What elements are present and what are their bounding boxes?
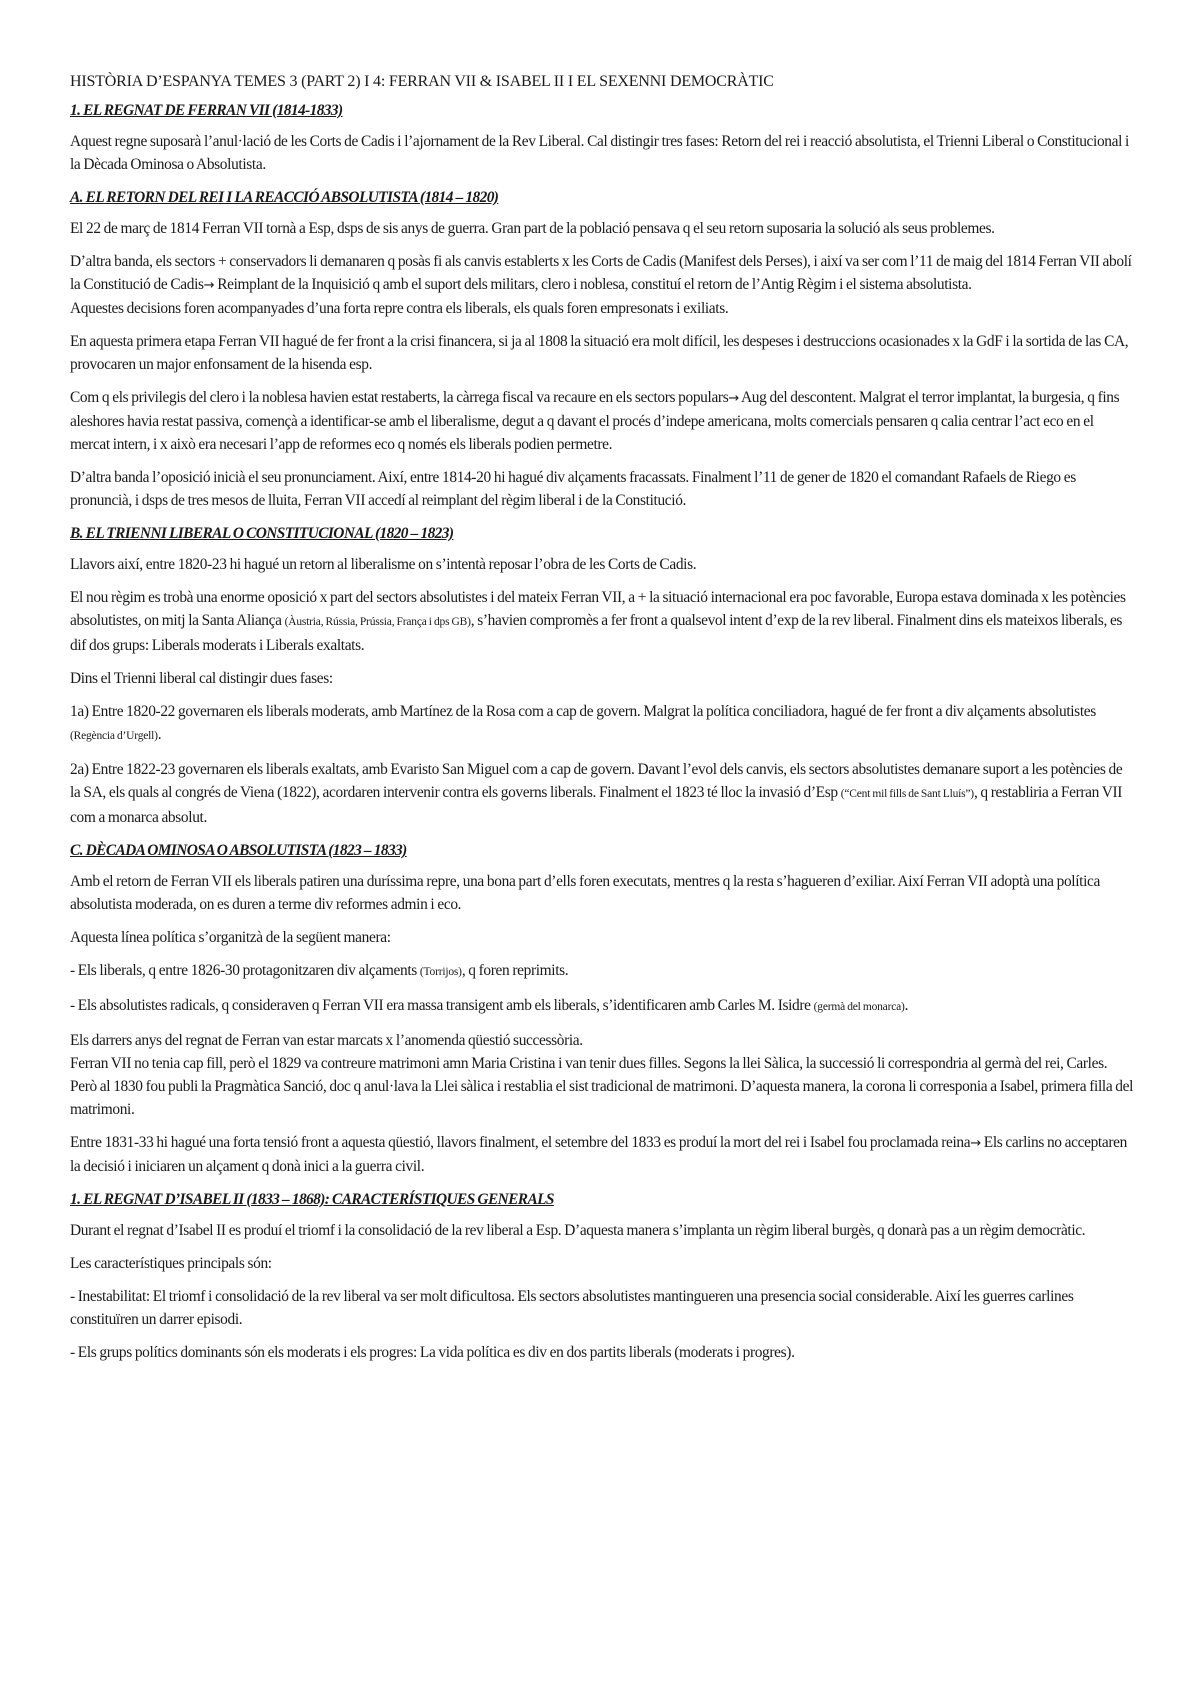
text-run: - Els liberals, q entre 1826-30 protagonitzaren div alçaments xyxy=(70,962,420,979)
text-run: D’altra banda, els sectors + conservadors li demanaren q posàs fi als canvis establerts x les Corts de Cadis (Manifest dels Perses), i així va ser com l’11 de maig del 1814 Ferran VII abolí la Constitució de Cadis xyxy=(70,253,1132,293)
small-note: (Àustria, Rússia, Prússia, França i dps GB) xyxy=(284,616,471,628)
paragraph: Les característiques principals són: xyxy=(70,1255,272,1272)
paragraph: Durant el regnat d’Isabel II es produí el triomf i la consolidació de la rev liberal a Esp. D’aquesta manera s’implanta un règim liberal burgès, q donarà pas a un règim democràtic. xyxy=(70,1222,1086,1239)
arrow-icon: → xyxy=(203,278,215,293)
section-heading-retorn: A. EL RETORN DEL REI I LA REACCIÓ ABSOLUTISTA (1814 – 1820) xyxy=(70,189,499,206)
paragraph: El 22 de març de 1814 Ferran VII tornà a Esp, dsps de sis anys de guerra. Gran part de la població pensava q el seu retorn suposaria la solució als seus problemes. xyxy=(70,220,995,237)
paragraph xyxy=(70,386,1134,456)
paragraph xyxy=(70,250,1134,297)
arrow-icon: → xyxy=(970,1136,981,1151)
text-run: 1a) Entre 1820-22 governaren els liberals moderats, amb Martínez de la Rosa com a cap de govern. Malgrat la política conciliadora, hagué de fer front a div alçaments absolutistes xyxy=(70,703,1096,720)
small-note: (Torrijos) xyxy=(419,966,462,978)
paragraph: D’altra banda l’oposició inicià el seu pronunciament. Així, entre 1814-20 hi hagué div alçaments fracassats. Finalment l’11 de gener de 1820 el comandant Rafaels de Riego es pronuncià, i dsps de tres mesos de lluita, Ferran VII accedí al reimplant del règim liberal i de la Constitució. xyxy=(70,469,1076,509)
section-heading-trienni: B. EL TRIENNI LIBERAL O CONSTITUCIONAL (1820 – 1823) xyxy=(70,525,454,542)
paragraph: Aquest regne suposarà l’anul·lació de les Corts de Cadis i l’ajornament de la Rev Liberal. Cal distingir tres fases: Retorn del rei i reacció absolutista, el Trienni Liberal o Constitucional i la Dècada Ominosa o Absolutista. xyxy=(70,133,1129,173)
section-heading-isabel: 1. EL REGNAT D’ISABEL II (1833 – 1868): CARACTERÍSTIQUES GENERALS xyxy=(70,1191,554,1208)
text-run: Reimplant de la Inquisició q amb el suport dels militars, clero i noblesa, constituí el retorn de l’Antig Règim i el sistema absolutista. xyxy=(214,276,972,293)
text-run: Entre 1831-33 hi hagué una forta tensió front a aquesta qüestió, llavors finalment, el setembre del 1833 es produí la mort del rei i Isabel fou proclamada reina xyxy=(70,1134,971,1151)
paragraph: Aquestes decisions foren acompanyades d’una forta repre contra els liberals, els quals foren empresonats i exiliats. xyxy=(70,300,729,317)
paragraph: Dins el Trienni liberal cal distingir dues fases: xyxy=(70,670,333,687)
paragraph: Ferran VII no tenia cap fill, però el 1829 va contreure matrimoni amn Maria Cristina i van tenir dues filles. Segons la llei Sàlica, la successió li correspondria al germà del rei, Carles. Però al 1830 fou publi la Pragmàtica Sanció, doc q anul·lava la Llei sàlica i restablia el sist tradicional de matrimoni. D’aquesta manera, la corona li corresponia a Isabel, primera filla del matrimoni. xyxy=(70,1055,1134,1118)
paragraph: Amb el retorn de Ferran VII els liberals patiren una duríssima repre, una bona part d’ells foren executats, mentres q la resta s’hagueren d’exiliar. Així Ferran VII adoptà una política absolutista moderada, on es duren a terme div reformes admin i eco. xyxy=(70,873,1100,913)
text-run: , q foren reprimits. xyxy=(461,962,569,979)
paragraph xyxy=(70,700,1134,748)
small-note: (Regència d’Urgell) xyxy=(70,730,158,742)
text-run: 2a) Entre 1822-23 governaren els liberals exaltats, amb Evaristo San Miguel com a cap de govern. Davant l’evol dels canvis, els sectors absolutistes demanare suport a les potències de la SA, els quals al congrés de Viena (1822), acordaren intervenir contra els governs liberals. Finalment el 1823 té lloc la invasió d’Esp xyxy=(70,761,1123,801)
paragraph xyxy=(70,758,1134,829)
document-title: HISTÒRIA D’ESPANYA TEMES 3 (PART 2) I 4: FERRAN VII & ISABEL II I EL SEXENNI DEMOCRÀTIC xyxy=(70,73,774,90)
text-run: , s’havien compromès a fer front a qualsevol intent d’exp de la rev liberal. Finalment dins els mateixos liberals, es dif dos grups: Liberals moderats i Liberals exaltats. xyxy=(70,612,1123,654)
section-heading-decada: C. DÈCADA OMINOSA O ABSOLUTISTA (1823 – 1833) xyxy=(70,842,407,859)
paragraph xyxy=(70,959,1134,984)
small-note: (germà del monarca) xyxy=(813,1001,905,1013)
small-note: (“Cent mil fills de Sant Lluís”) xyxy=(840,788,974,800)
text-run: . xyxy=(904,997,909,1014)
text-run: - Els absolutistes radicals, q consideraven q Ferran VII era massa transigent amb els liberals, s’identificaren amb Carles M. Isidre xyxy=(70,997,814,1014)
paragraph: Llavors així, entre 1820-23 hi hagué un retorn al liberalisme on s’intentà reposar l’obra de les Corts de Cadis. xyxy=(70,556,697,573)
paragraph: Aquesta línea política s’organitzà de la següent manera: xyxy=(70,929,391,946)
paragraph xyxy=(70,586,1134,657)
text-run: , q restabliria a Ferran VII com a monarca absolut. xyxy=(70,784,1123,826)
section-heading-ferran: 1. EL REGNAT DE FERRAN VII (1814-1833) xyxy=(70,102,343,119)
paragraph: En aquesta primera etapa Ferran VII hagué de fer front a la crisi financera, si ja al 1808 la situació era molt difícil, les despeses i destruccions ocasionades x la GdF i la sortida de las CA, provocaren un major enfonsament de la hisenda esp. xyxy=(70,333,1129,373)
text-run: Com q els privilegis del clero i la noblesa havien estat restaberts, la càrrega fiscal va recaure en els sectors populars xyxy=(70,389,729,406)
text-run: Els carlins no acceptaren la decisió i iniciaren un alçament q donà inici a la guerra civil. xyxy=(70,1134,1127,1175)
paragraph xyxy=(70,994,1134,1019)
paragraph: Els darrers anys del regnat de Ferran van estar marcats x l’anomenda qüestió successòria. xyxy=(70,1032,583,1049)
text-run: El nou règim es trobà una enorme oposició x part del sectors absolutistes i del mateix Ferran VII, a + la situació internacional era poc favorable, Europa estava dominada x les potències absolutistes, on mitj la Santa Aliança xyxy=(70,589,1126,629)
paragraph: - Inestabilitat: El triomf i consolidació de la rev liberal va ser molt dificultosa. Els sectors absolutistes mantingueren una presencia social considerable. Així les guerres carlines constituïren un darrer episodi. xyxy=(70,1288,1074,1328)
paragraph: - Els grups polítics dominants són els moderats i els progres: La vida política es div en dos partits liberals (moderats i progres). xyxy=(70,1344,795,1361)
paragraph xyxy=(70,1131,1134,1178)
text-run: Aug del descontent. Malgrat el terror implantat, la burgesia, q fins aleshores havia restat passiva, començà a identificar-se amb el liberalisme, degut a q davant el procés d’indepe americana, molts comercials pensaren q calia centrar l’act eco en el mercat intern, i x això era necesari l’app de reformes eco q només els liberals podien permetre. xyxy=(70,389,1120,453)
arrow-icon: → xyxy=(728,391,739,406)
text-run: . xyxy=(157,726,162,743)
